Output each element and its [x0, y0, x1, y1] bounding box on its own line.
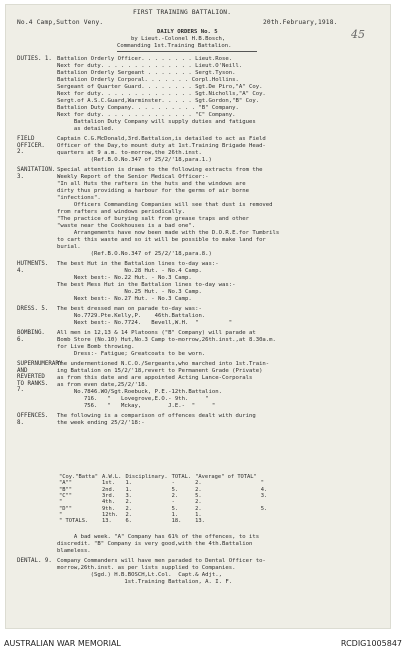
table-cell: 1st. — [101, 480, 115, 487]
order-line: The best Hut in the Battalion lines to-day was:- — [57, 261, 219, 267]
table-header-row — [57, 474, 269, 480]
table-cell: 4th. — [101, 499, 115, 506]
table-cell: "Coy."Batta" — [59, 474, 98, 481]
title-underline — [117, 51, 257, 52]
order-line: (Sgd.) H.B.BOSCH,Lt.Col. Capt.& Adjt., — [57, 572, 223, 578]
table-cell: "C"" — [59, 493, 72, 500]
table-cell: " — [260, 480, 265, 487]
section-heading: HUTMENTS. 4. — [17, 261, 49, 274]
order-line: Battalion Orderly Officer. . . . . . . . Lieut.Rose. — [57, 56, 233, 62]
order-line: The best dressed man on parade to-day was:- — [57, 306, 202, 312]
table-cell: "A"" — [59, 480, 72, 487]
order-line: The following is a comparison of offences dealt with during — [57, 413, 256, 419]
section-heading: BOMBING. 6. — [17, 330, 45, 343]
table-cell: 5. — [260, 505, 268, 512]
order-line: "waste near the Cookhouses is a bad one". — [57, 223, 196, 229]
table-cell: 1. — [195, 511, 202, 518]
order-line: Sergeant of Quarter Guard. . . . . . . . Sgt.De Piro,"A" Coy. — [57, 84, 263, 90]
order-line: Next for duty. . . . . . . . . . . . . . Lieut.O'Neill. — [57, 63, 243, 69]
table-cell: "D"" — [59, 505, 72, 512]
table-cell: 13. — [195, 518, 205, 525]
table-cell: - — [171, 480, 175, 487]
table-cell: 9th. — [101, 505, 115, 512]
order-line: Dress:- Fatigue; Greatcoats to be worn. — [57, 351, 206, 357]
order-line: Arrangements have now been made with the D.O.R.E.for Tumbrils — [57, 230, 280, 236]
order-line: No.28 Hut. - No.4 Camp. — [57, 268, 202, 274]
table-cell: 3. — [125, 493, 132, 500]
section-heading: SUPERNUMERARY AND REVERTED TO RANKS. 7. — [17, 361, 63, 393]
section-heading: DRESS. 5. — [17, 306, 49, 312]
table-cell: 3rd. — [101, 493, 115, 500]
order-line: Company Commanders will have men paraded to Dental Officer to- — [57, 558, 266, 564]
table-cell: A.W.L. — [101, 474, 122, 481]
order-line: discredit. "B" Company is very good,with the 4th.Battalion — [57, 541, 253, 547]
section-heading: SANITATION. 3. — [17, 167, 56, 180]
order-line: All men in 12,13 & 14 Platoons ("B" Company) will parade at — [57, 330, 256, 336]
order-line: Battalion Orderly Sergeant . . . . . . . Sergt.Tyson. — [57, 70, 236, 76]
archive-footer — [0, 632, 408, 653]
table-cell: " — [59, 499, 63, 506]
order-line: (Ref.B.O.No.347 of 25/2/'18,para.8.) — [57, 251, 212, 257]
order-line: Sergt.of A.S.C.Guard,Warminster. . . . . Sgt.Gordon,"B" Coy. — [57, 98, 260, 104]
table-cell: " — [59, 511, 63, 518]
order-line: No.7846.WO/Sgt.Roebuck, P.E.-12th.Battalion. — [57, 389, 223, 395]
order-line: from rafters and windows periodically. — [57, 209, 185, 215]
table-cell: 2. — [195, 499, 202, 506]
table-cell: "B"" — [59, 486, 72, 493]
order-line: Battalion Duty Company. . . . . . . . . . "B" Company. — [57, 105, 239, 111]
table-cell: "Average" of TOTAL" — [195, 474, 257, 481]
section-heading: DUTIES. 1. — [17, 56, 52, 62]
table-cell: 6. — [125, 518, 132, 525]
section-heading: FIELD OFFICER. 2. — [17, 136, 45, 155]
order-line: The undermentioned N.C.O./Sergeants,who marched into 1st.Train- — [57, 361, 270, 367]
order-line: "infections". — [57, 195, 101, 201]
order-line: 1st.Training Battalion, A. I. F. — [57, 579, 233, 585]
archive-reference: RCDIG1005847 — [340, 639, 402, 648]
table-cell: 2. — [125, 499, 132, 506]
order-line: "The practice of burying salt from grease traps and other — [57, 216, 249, 222]
table-cell: 2. — [195, 486, 202, 493]
order-line: Next best:- No.27 Hut. - No.3 Camp. — [57, 296, 192, 302]
table-cell: - — [171, 499, 175, 506]
order-line: the week ending 25/2/'18:- — [57, 420, 145, 426]
order-line: dirty thus providing a harbour for the germs of air borne — [57, 188, 249, 194]
orders-title: DAILY ORDERS No. 5 — [157, 29, 218, 35]
order-line: No.25 Hut. - No.3 Camp. — [57, 289, 202, 295]
order-line: as from even date,25/2/'18. — [57, 382, 148, 388]
order-line: quarters at 9 a.m. to-morrow,the 26th.inst. — [57, 150, 202, 156]
table-cell: 2. — [125, 511, 132, 518]
table-cell: 5. — [195, 493, 202, 500]
table-cell: 12th. — [101, 511, 119, 518]
section-heading: OFFENCES. 8. — [17, 413, 49, 426]
table-cell: 4. — [260, 486, 268, 493]
table-cell: 2. — [171, 493, 179, 500]
table-cell — [259, 512, 270, 518]
orders-issuer-role: Commanding 1st.Training Battalion. — [117, 43, 232, 49]
order-line: 716. " Lovegrove,E.O.- 9th. " — [57, 396, 209, 402]
table-cell: 18. — [171, 518, 182, 525]
order-line: Captain C.G.McDonald,3rd.Battalion,is detailed to act as Field — [57, 136, 266, 142]
order-line: as detailed. — [57, 126, 115, 132]
pencil-page-number: 45 — [351, 28, 365, 41]
order-line: Officers Commanding Companies will see that dust is removed — [57, 202, 273, 208]
order-line: Special attention is drawn to the following extracts from the — [57, 167, 263, 173]
order-date: 20th.February,1918. — [263, 19, 338, 26]
order-line: Battalion Orderly Corporal. . . . . . . Corpl.Hollins. — [57, 77, 239, 83]
table-cell: 2. — [125, 505, 132, 512]
order-line: Battalion Duty Company will supply duties and fatigues — [57, 119, 256, 125]
table-cell: 5. — [171, 486, 179, 493]
offences-table — [57, 474, 269, 524]
table-cell: 3. — [260, 493, 268, 500]
order-line: Next best:- No.22 Hut. - No.3 Camp. — [57, 275, 192, 281]
table-cell: 1. — [125, 486, 132, 493]
order-line: to cart this waste and so it will be possible to make land for — [57, 237, 266, 243]
table-cell: 2. — [195, 480, 202, 487]
order-line: Weekly Report of the Senior Medical Officer:- — [57, 174, 209, 180]
order-line: Next best:- No.7724. Bevell,W.H. " " — [57, 320, 233, 326]
order-line: (Ref.B.O.No.347 of 25/2/'18,para.1.) — [57, 157, 212, 163]
order-line: burial. — [57, 244, 81, 250]
order-line: as from this date and are appointed Acting Lance-Corporals — [57, 375, 253, 381]
table-cell: TOTAL. — [171, 474, 192, 481]
document-page — [5, 4, 391, 629]
table-cell: 5. — [171, 505, 179, 512]
order-line: "In all Huts the rafters in the huts and the windows are — [57, 181, 246, 187]
table-cell: Disciplinary. — [125, 474, 168, 481]
order-line: The best Mess Hut in the Battalion lines to-day was:- — [57, 282, 236, 288]
order-line: blameless. — [57, 548, 91, 554]
order-line: morrow,26th.inst. as per lists supplied to Companies. — [57, 565, 236, 571]
table-cell: 2. — [195, 505, 202, 512]
order-line: No.7729.Pte.Kelly,P. 46th.Battalion. — [57, 313, 206, 319]
order-line: ing Battalion on 15/2/'18,revert to Permanent Grade (Private) — [57, 368, 263, 374]
orders-issuer: by Lieut.-Colonel H.B.Bosch, — [131, 36, 226, 42]
order-line: Next for duty. . . . . . . . . . . . . . Sgt.Nicholls,"A" Coy. — [57, 91, 266, 97]
order-line: for Live Bomb throwing. — [57, 344, 135, 350]
table-cell: 13. — [101, 518, 112, 525]
order-line: 756. " Mckay, J.E.- " " — [57, 403, 216, 409]
table-cell: 2nd. — [101, 486, 115, 493]
order-line: Bomb Store (No.10) Hut,No.3 Camp to-morrow,26th.inst.,at 8.30a.m. — [57, 337, 276, 343]
table-cell: " TOTALS. — [59, 518, 89, 525]
table-totals-row — [57, 518, 269, 524]
unit-heading: FIRST TRAINING BATTALION. — [133, 9, 232, 16]
section-heading: DENTAL. 9. — [17, 558, 52, 564]
table-cell: 1. — [171, 511, 179, 518]
table-cell: 1. — [125, 480, 132, 487]
archive-name: AUSTRALIAN WAR MEMORIAL — [4, 639, 121, 648]
order-line: A bad week. "A" Company has 61% of the offences, to its — [57, 534, 260, 540]
camp-location: No.4 Camp,Sutton Veny. — [17, 19, 104, 26]
order-line: Officer of the Day,to mount duty at 1st.Training Brigade Head- — [57, 143, 266, 149]
order-line: Next for duty. . . . . . . . . . . . . . "C" Company. — [57, 112, 236, 118]
